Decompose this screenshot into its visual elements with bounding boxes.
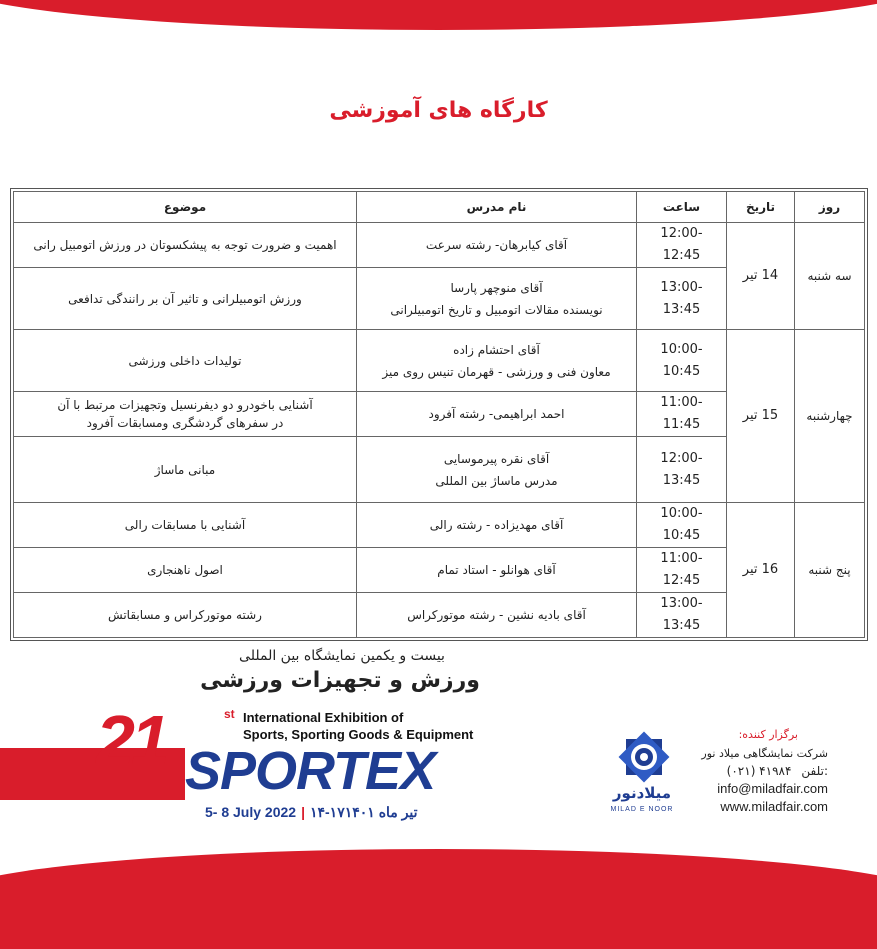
time-cell: 13:00-13:45 [637,593,727,638]
sportex-logo: SPORTEX [185,741,436,801]
header-date: تاریخ [727,192,795,223]
dates-separator: | [301,804,305,820]
time-cell: 12:00-12:45 [637,223,727,268]
exhibition-title-fa: ورزش و تجهیزات ورزشی [200,668,480,693]
day-cell: سه شنبه [795,223,865,330]
star-emblem-icon [604,728,684,786]
date-cell: 16 تیر [727,503,795,638]
instructor-cell [357,548,637,593]
organizer-email: info@miladfair.com [717,781,828,796]
topic-line: مبانی ماساژ [154,462,216,477]
topic-line: اهمیت و ضرورت توجه به پیشکسوتان در ورزش اتومبیل رانی [33,238,337,252]
instructor-cell [357,330,637,392]
topic-line: تولیدات داخلی ورزشی [128,353,242,368]
topic-line: اصول ناهنجاری [147,563,223,577]
instructor-line: آقای کیابرهان- رشته سرعت [425,238,568,252]
topic-line: رشته موتورکراس و مسابقاتش [108,608,262,622]
edition-number: 21 [96,701,166,779]
exhibition-subtitle-fa: بیست و یکمین نمایشگاه بین المللی [239,648,445,664]
milad-noor-logo-icon [604,728,684,818]
organizer-website: www.miladfair.com [720,799,828,814]
bottom-red-band [0,849,877,949]
date-cell: 15 تیر [727,330,795,503]
header-day: روز [795,192,865,223]
topic-cell [14,548,357,593]
time-cell: 13:00-13:45 [637,268,727,330]
instructor-cell [357,437,637,503]
header-instructor: نام مدرس [357,192,637,223]
time-cell: 11:00-11:45 [637,392,727,437]
topic-line: در سفرهای گردشگری ومسابقات آفرود [86,416,284,430]
topic-line: آشنایی با مسابقات رالی [124,518,246,532]
header-time: ساعت [637,192,727,223]
organizer-info [690,728,828,814]
instructor-line: آقای منوچهر پارسا [450,280,543,295]
instructor-cell [357,268,637,330]
time-cell: 10:00-10:45 [637,330,727,392]
instructor-cell [357,593,637,638]
organizer-label: برگزار کننده: [738,728,798,741]
organizer-phone: (۰۲۱) ۴۱۹۸۴ [726,764,792,778]
topic-cell [14,223,357,268]
organizer-logo-text-fa: میلادنور [612,784,672,802]
page-title: کارگاه های آموزشی [329,98,548,123]
time-cell: 11:00-12:45 [637,548,727,593]
organizer-phone-row [690,764,828,778]
table-row [14,330,865,392]
exhibition-title-en-line2: Sports, Sporting Goods & Equipment [243,727,474,742]
header-topic: موضوع [14,192,357,223]
instructor-line: احمد ابراهیمی- رشته آفرود [428,407,565,421]
topic-cell [14,330,357,392]
organizer-phone-label: تلفن: [801,764,828,778]
workshop-schedule-table [13,191,865,638]
time-cell: 12:00-13:45 [637,437,727,503]
topic-cell [14,392,357,437]
topic-cell [14,503,357,548]
instructor-line: معاون فنی و ورزشی - قهرمان تنیس روی میز [382,364,611,379]
table-row [14,223,865,268]
top-red-band [0,0,877,30]
exhibition-dates [205,804,418,821]
instructor-line: آقای بادیه نشین - رشته موتورکراس [407,608,586,622]
table-row [14,503,865,548]
instructor-cell [357,503,637,548]
instructor-line: نویسنده مقالات اتومبیل و تاریخ اتومبیلرانی [390,302,603,317]
date-cell: 14 تیر [727,223,795,330]
instructor-line: آقای هوانلو - استاد تمام [437,563,556,577]
topic-cell [14,268,357,330]
table-header-row [14,192,865,223]
day-cell: چهارشنبه [795,330,865,503]
dates-fa: ۱۴-۱۷تیر ماه ۱۴۰۱ [309,804,418,820]
instructor-line: مدرس ماساژ بین المللی [435,473,558,488]
instructor-cell [357,392,637,437]
organizer-name: شرکت نمایشگاهی میلاد نور [701,747,828,760]
instructor-line: آقای نقره پیرموسایی [443,451,550,466]
topic-line: ورزش اتومبیلرانی و تاثیر آن بر رانندگی تدافعی [68,291,302,306]
topic-cell [14,593,357,638]
day-cell: پنج شنبه [795,503,865,638]
edition-suffix: st [224,707,235,721]
instructor-cell [357,223,637,268]
time-cell: 10:00-10:45 [637,503,727,548]
dates-en: 5- 8 July 2022 [205,804,297,820]
instructor-line: آقای مهدیزاده - رشته رالی [429,518,564,532]
topic-line: آشنایی باخودرو دو دیفرنسیل وتجهیزات مرتبط با آن [57,398,313,412]
instructor-line: آقای احتشام زاده [453,342,540,357]
organizer-logo-text-en: MILAD E NOOR [610,806,674,813]
topic-cell [14,437,357,503]
exhibition-title-en-line1: International Exhibition of [243,710,404,725]
